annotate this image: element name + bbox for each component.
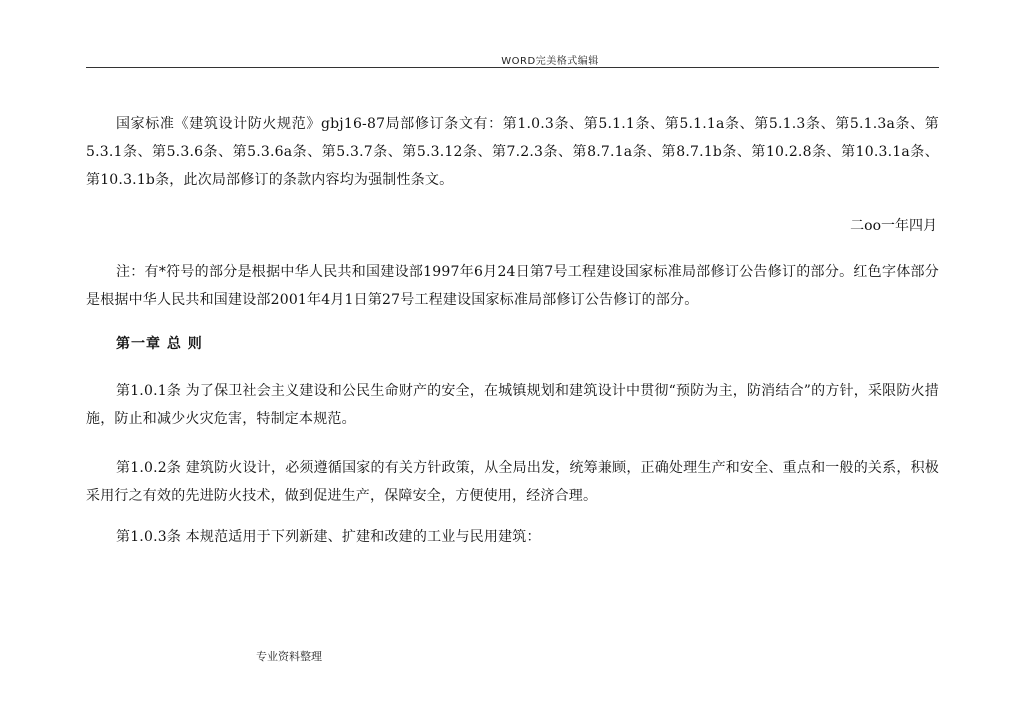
- article-1-0-3: 第1.0.3条 本规范适用于下列新建、扩建和改建的工业与民用建筑：: [116, 529, 541, 545]
- issue-date: 二oo一年四月: [850, 218, 937, 234]
- page-footer: 专业资料整理: [256, 650, 322, 663]
- header-divider: [86, 67, 939, 68]
- intro-paragraph: 国家标准《建筑设计防火规范》gbj16-87局部修订条文有：第1.0.3条、第5.1.1条、第5.1.1a条、第5.1.3条、第5.1.3a条、第5.3.1条、第5.3.6条、第5.3.6a条、第5.3.7条、第5.3.12条、第7.2.3条、第8.7.1a条、第8.7.1b条、第10.2.8条、第10.3.1a条、第10.3.1b条，此次局部修订的条款内容均为强制性条文。: [86, 116, 939, 188]
- note-paragraph: 注：有*符号的部分是根据中华人民共和国建设部1997年6月24日第7号工程建设国家标准局部修订公告修订的部分。红色字体部分是根据中华人民共和国建设部2001年4月1日第27号工程建设国家标准局部修订公告修订的部分。: [86, 264, 939, 308]
- page-header: WORD完美格式编辑: [501, 56, 599, 67]
- article-1-0-2: 第1.0.2条 建筑防火设计，必须遵循国家的有关方针政策，从全局出发，统筹兼顾，正确处理生产和安全、重点和一般的关系，积极采用行之有效的先进防火技术，做到促进生产，保障安全，方便使用，经济合理。: [86, 460, 939, 504]
- chapter-title: 第一章 总 则: [116, 336, 203, 352]
- article-1-0-1: 第1.0.1条 为了保卫社会主义建设和公民生命财产的安全，在城镇规划和建筑设计中贯彻“预防为主，防消结合”的方针，采限防火措施，防止和减少火灾危害，特制定本规范。: [86, 383, 939, 427]
